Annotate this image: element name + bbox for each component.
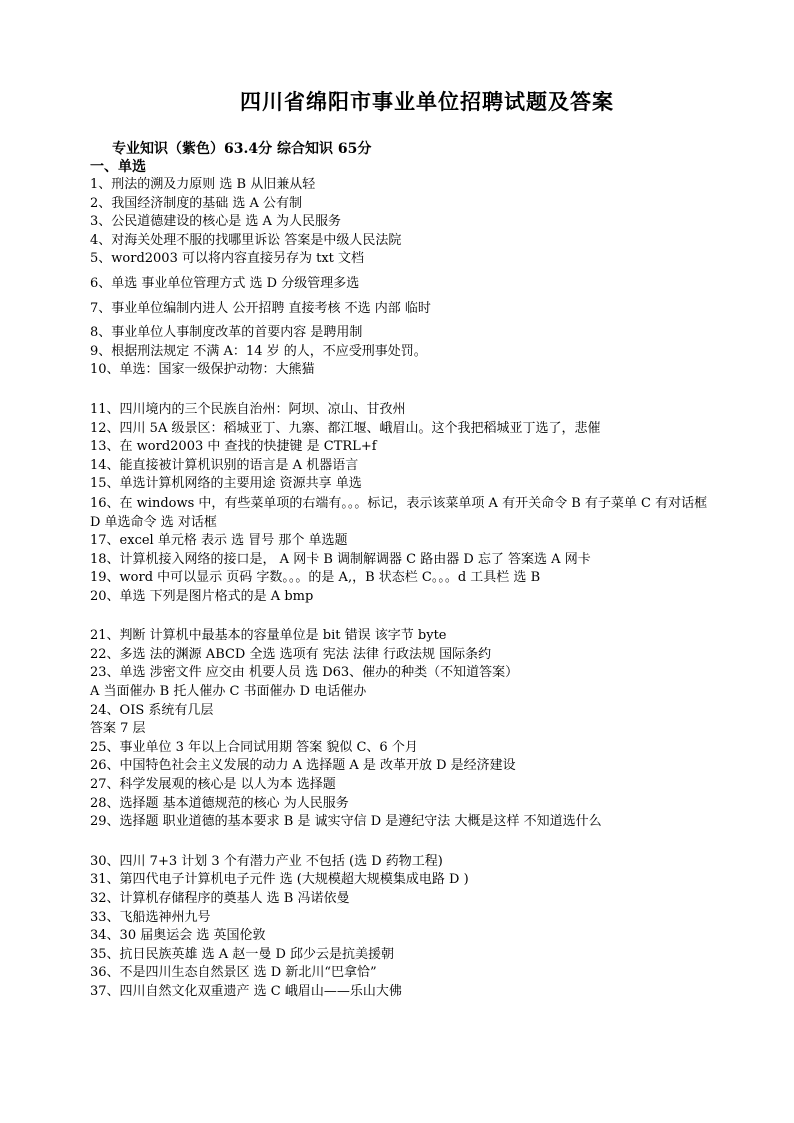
question-item: 24、OIS 系统有几层 — [90, 702, 214, 718]
question-item: 10、单选：国家一级保护动物：大熊猫 — [90, 362, 315, 378]
question-item: 12、四川 5A 级景区：稻城亚丁、九寨、都江堰、峨眉山。这个我把稻城亚丁选了，悲催 — [90, 420, 601, 436]
question-item: 3、公民道德建设的核心是 选 A 为人民服务 — [90, 214, 342, 230]
question-item: 答案 7 层 — [90, 721, 146, 737]
question-item: 19、word 中可以显示 页码 字数。。。的是 A,，B 状态栏 C。。。d 工具栏 选 B — [90, 570, 541, 586]
question-item: 4、对海关处理不服的找哪里诉讼 答案是中级人民法院 — [90, 232, 402, 248]
section-heading: 一、单选 — [90, 159, 146, 175]
question-item: A 当面催办 B 托人催办 C 书面催办 D 电话催办 — [90, 684, 367, 700]
question-item: 32、计算机存储程序的奠基人 选 B 冯诺依曼 — [90, 891, 350, 906]
question-item: 27、科学发展观的核心是 以人为本 选择题 — [90, 777, 336, 793]
question-item: 37、四川自然文化双重遗产 选 C 峨眉山——乐山大佛 — [90, 983, 402, 999]
question-item: 8、事业单位人事制度改革的首要内容 是聘用制 — [90, 325, 363, 341]
question-item: 30、四川 7+3 计划 3 个有潜力产业 不包括 (选 D 药物工程) — [90, 853, 443, 869]
question-item: 7、事业单位编制内进人 公开招聘 直接考核 不选 内部 临时 — [90, 300, 431, 316]
question-item: 26、中国特色社会主义发展的动力 A 选择题 A 是 改革开放 D 是经济建设 — [90, 758, 516, 774]
question-item: 36、不是四川生态自然景区 选 D 新北川“巴拿恰” — [90, 965, 377, 981]
question-item: 21、判断 计算机中最基本的容量单位是 bit 错误 该字节 byte — [90, 628, 447, 644]
question-item: 25、事业单位 3 年以上合同试用期 答案 貌似 C、6 个月 — [90, 739, 418, 755]
question-item: 18、计算机接入网络的接口是， A 网卡 B 调制解调器 C 路由器 D 忘了 答案选 A 网卡 — [90, 551, 591, 567]
question-item: 23、单选 涉密文件 应交由 机要人员 选 D63、催办的种类（不知道答案） — [90, 665, 519, 681]
question-item: 20、单选 下列是图片格式的是 A bmp — [90, 588, 314, 604]
question-item: 9、根据刑法规定 不满 A：14 岁 的人，不应受刑事处罚。 — [90, 343, 427, 359]
question-item: 5、word2003 可以将内容直接另存为 txt 文档 — [90, 251, 365, 267]
question-item: 15、单选计算机网络的主要用途 资源共享 单选 — [90, 476, 362, 492]
question-item: 17、excel 单元格 表示 选 冒号 那个 单选题 — [90, 532, 348, 548]
question-item: 2、我国经济制度的基础 选 A 公有制 — [90, 195, 303, 211]
question-list — [90, 176, 720, 1002]
document-title: 四川省绵阳市事业单位招聘试题及答案 — [240, 89, 614, 114]
question-item: 29、选择题 职业道德的基本要求 B 是 诚实守信 D 是遵纪守法 大概是这样 不知道选什么 — [90, 814, 602, 830]
question-item: 35、抗日民族英雄 选 A 赵一曼 D 邱少云是抗美援朝 — [90, 946, 395, 962]
question-item: 31、第四代电子计算机电子元件 选 (大规模超大规模集成电路 D ) — [90, 872, 469, 888]
question-item: 14、能直接被计算机识别的语言是 A 机器语言 — [90, 457, 359, 473]
question-item: 28、选择题 基本道德规范的核心 为人民服务 — [90, 795, 349, 811]
question-item: 33、飞船选神州九号 — [90, 909, 211, 925]
question-item: 34、30 届奥运会 选 英国伦敦 — [90, 928, 266, 944]
question-item: 22、多选 法的渊源 ABCD 全选 选项有 宪法 法律 行政法规 国际条约 — [90, 646, 492, 662]
question-item: 6、单选 事业单位管理方式 选 D 分级管理多选 — [90, 275, 360, 291]
question-item: 16、在 windows 中，有些菜单项的右端有。。。标记，表示该菜单项 A 有开关命令 B 有子菜单 C 有对话框 D 单选命令 选 对话框 — [90, 495, 708, 530]
question-item: 11、四川境内的三个民族自治州：阿坝、凉山、甘孜州 — [90, 401, 406, 417]
document-subtitle: 专业知识（紫色）63.4分 综合知识 65分 — [112, 141, 372, 157]
question-item: 1、刑法的溯及力原则 选 B 从旧兼从轻 — [90, 177, 316, 192]
question-item: 13、在 word2003 中 查找的快捷键 是 CTRL+f — [90, 439, 377, 455]
